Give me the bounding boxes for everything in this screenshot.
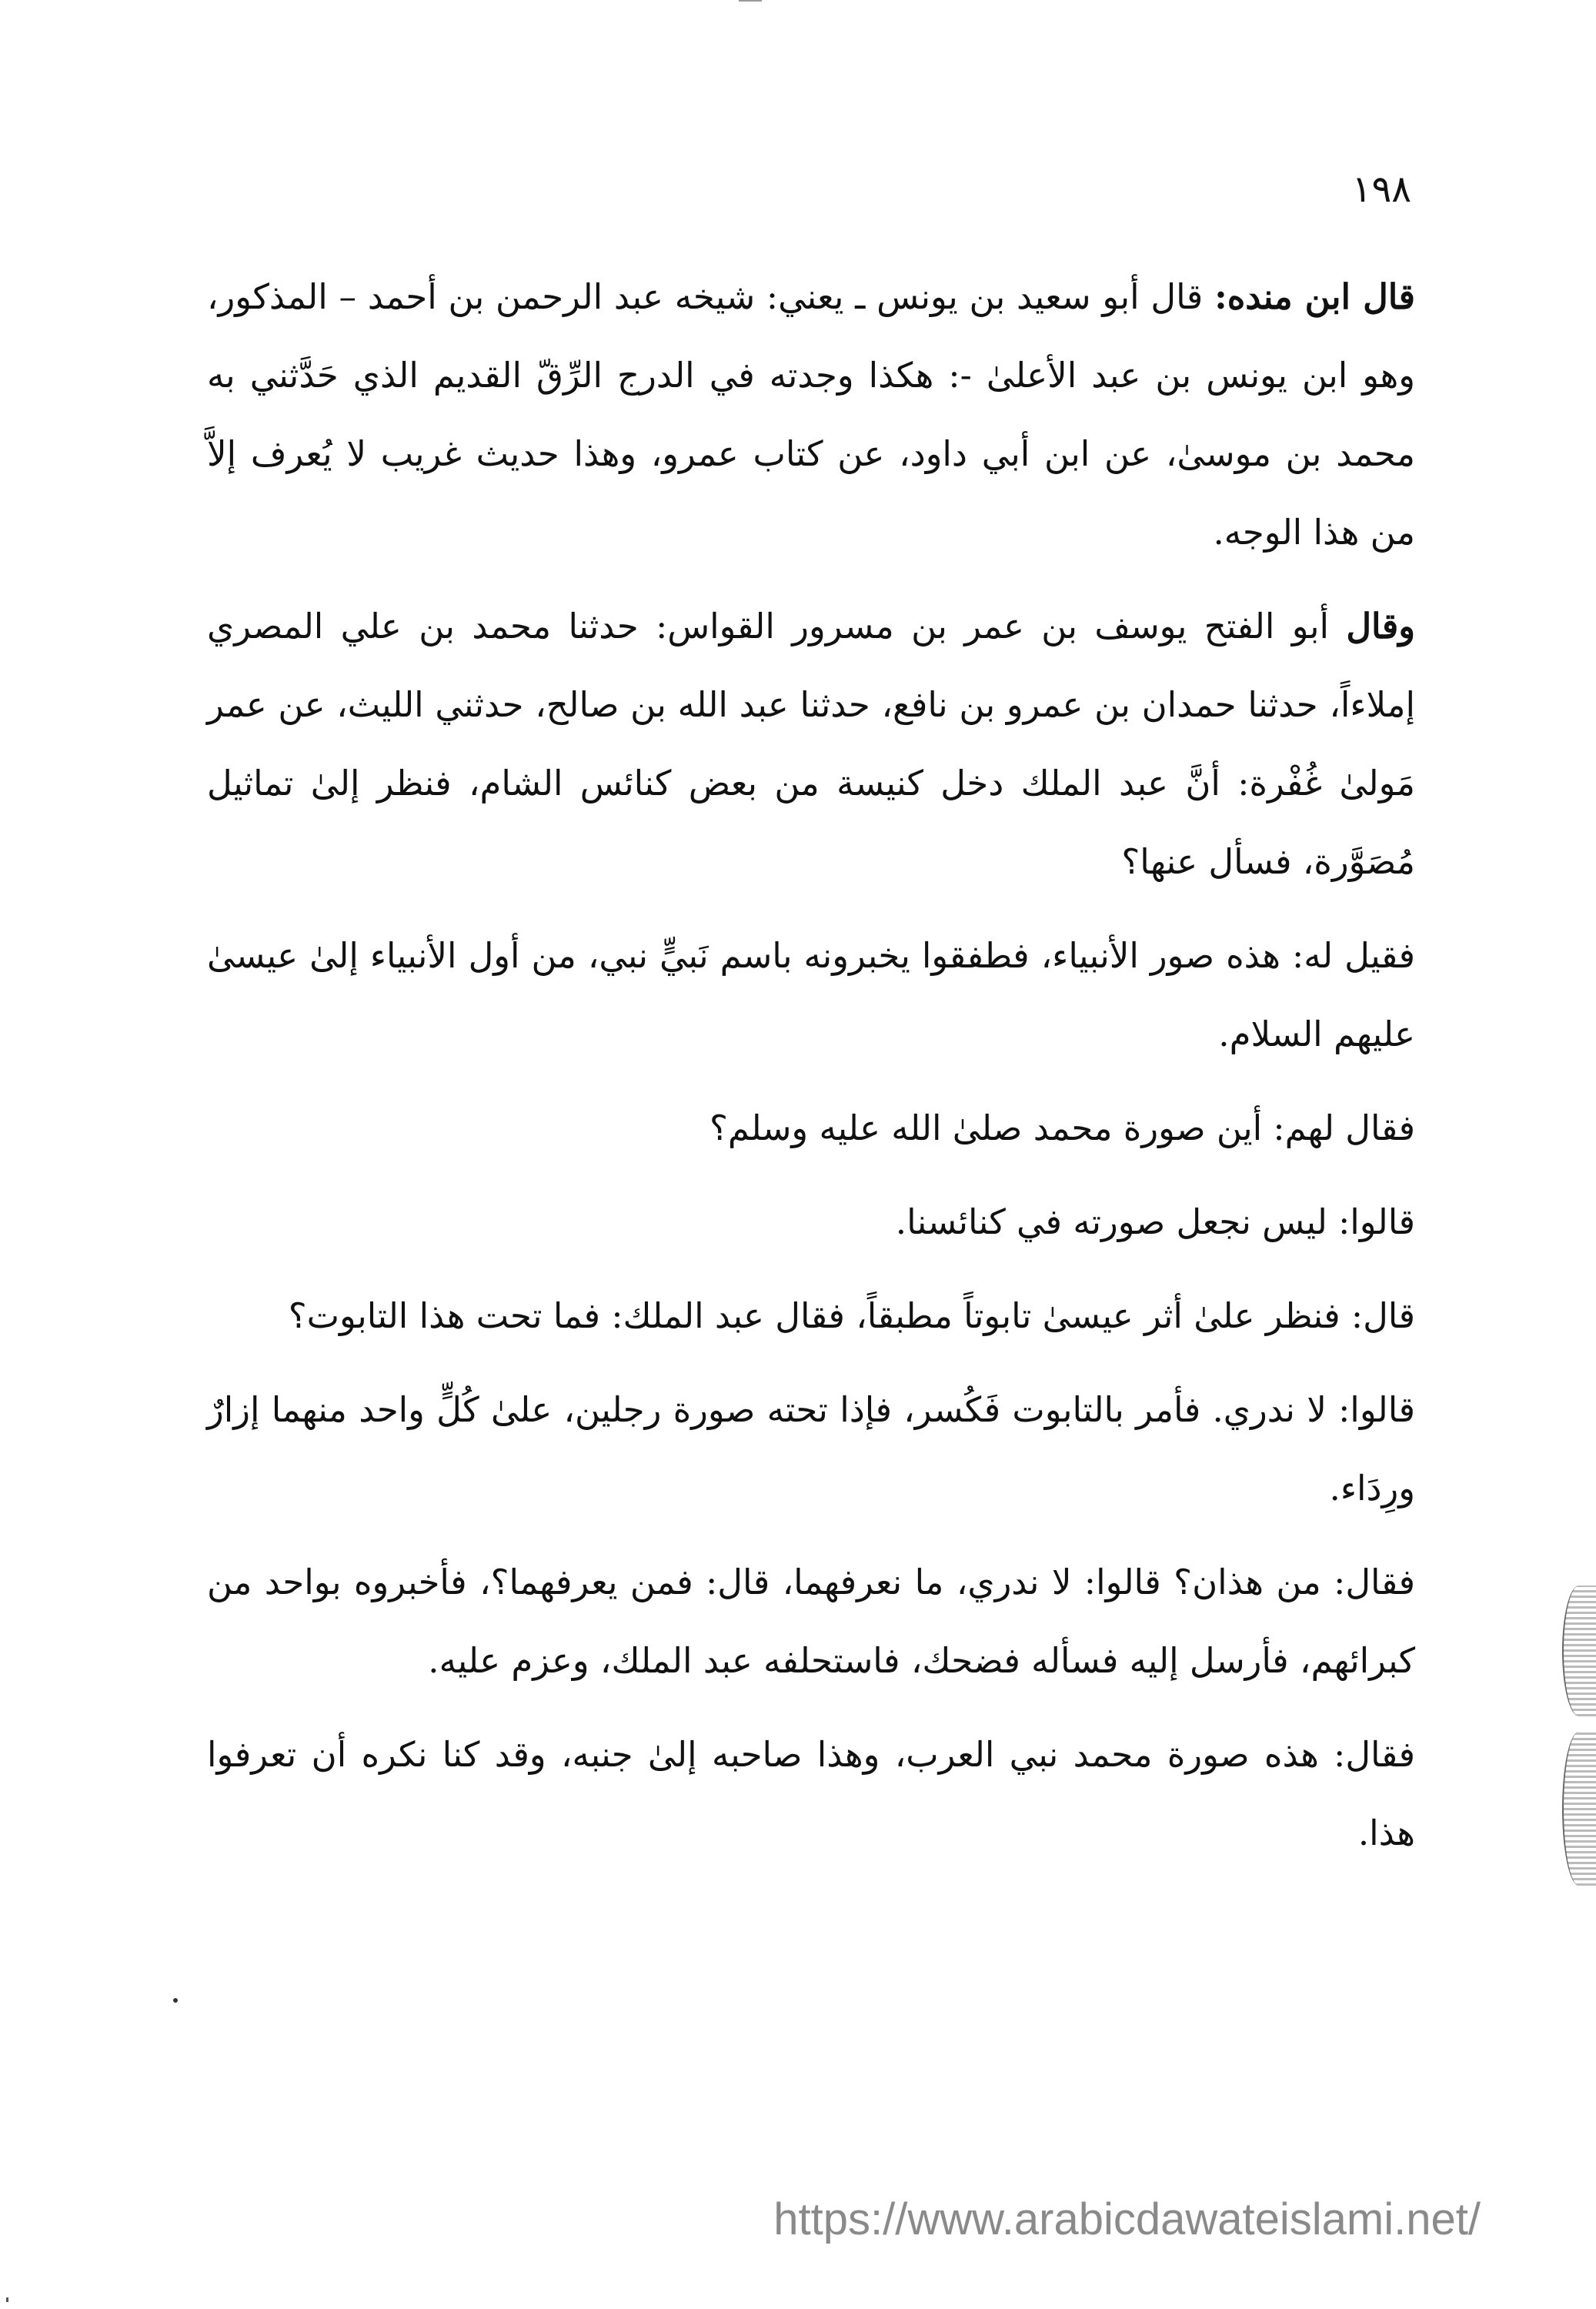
paragraph-lead: وقال	[1346, 606, 1415, 647]
paragraph-1	[207, 258, 1415, 572]
paragraph-8	[207, 1543, 1415, 1700]
scan-edge-mark	[1562, 1732, 1596, 1886]
scan-edge-mark	[1562, 1586, 1596, 1716]
paragraph-6	[207, 1277, 1415, 1355]
scan-top-mark	[739, 0, 762, 2]
paragraph-7	[207, 1371, 1415, 1528]
page-body	[207, 258, 1415, 1888]
paragraph-5	[207, 1183, 1415, 1261]
paragraph-text: قالوا: ليس نجعل صورته في كنائسنا.	[895, 1201, 1415, 1242]
paragraph-2	[207, 587, 1415, 901]
paragraph-text: فقال لهم: أين صورة محمد صلىٰ الله عليه وسلم؟	[710, 1108, 1415, 1148]
paragraph-lead: قال ابن منده:	[1214, 276, 1415, 317]
paragraph-4	[207, 1089, 1415, 1168]
paragraph-9	[207, 1716, 1415, 1873]
page-number: ١٩٨	[1351, 168, 1411, 211]
watermark-url: https://www.arabicdawateislami.net/	[773, 2194, 1481, 2244]
paragraph-text: فقيل له: هذه صور الأنبياء، فطفقوا يخبرونه باسم نَبيٍّ نبي، من أول الأنبياء إلىٰ عيسىٰ عليهم السلام.	[207, 935, 1415, 1054]
paragraph-text: قال أبو سعيد بن يونس ـ يعني: شيخه عبد الرحمن بن أحمد – المذكور، وهو ابن يونس بن عبد الأعلىٰ -: هكذا وجدته في الدرج الرِّقّ القديم الذي حَدَّثني به محمد بن موسىٰ، عن ابن أبي داود، عن كتاب عمرو، وهذا حديث غريب لا يُعرف إلاَّ من هذا الوجه.	[207, 276, 1415, 553]
paragraph-text: أبو الفتح يوسف بن عمر بن مسرور القواس: حدثنا محمد بن علي المصري إملاءاً، حدثنا حمدان بن عمرو بن نافع، حدثنا عبد الله بن صالح، حدثني الليث، عن عمر مَولىٰ غُفْرة: أنَّ عبد الملك دخل كنيسة من بعض كنائس الشام، فنظر إلىٰ تماثيل مُصَوَّرة، فسأل عنها؟	[207, 606, 1415, 882]
paragraph-text: قالوا: لا ندري. فأمر بالتابوت فَكُسر، فإذا تحته صورة رجلين، علىٰ كُلٍّ واحد منهما إزارٌ ورِدَاء.	[207, 1389, 1415, 1509]
scan-dot	[173, 1998, 178, 2003]
paragraph-text: فقال: من هذان؟ قالوا: لا ندري، ما نعرفهما، قال: فمن يعرفهما؟، فأخبروه بواحد من كبرائهم، فأرسل إليه فسأله فضحك، فاستحلفه عبد الملك، وعزم عليه.	[207, 1562, 1415, 1681]
paragraph-text: قال: فنظر علىٰ أثر عيسىٰ تابوتاً مطبقاً، فقال عبد الملك: فما تحت هذا التابوت؟	[288, 1295, 1415, 1336]
paragraph-3	[207, 917, 1415, 1074]
paragraph-text: فقال: هذه صورة محمد نبي العرب، وهذا صاحبه إلىٰ جنبه، وقد كنا نكره أن تعرفوا هذا.	[207, 1734, 1415, 1853]
scan-corner-mark	[6, 2297, 8, 2302]
